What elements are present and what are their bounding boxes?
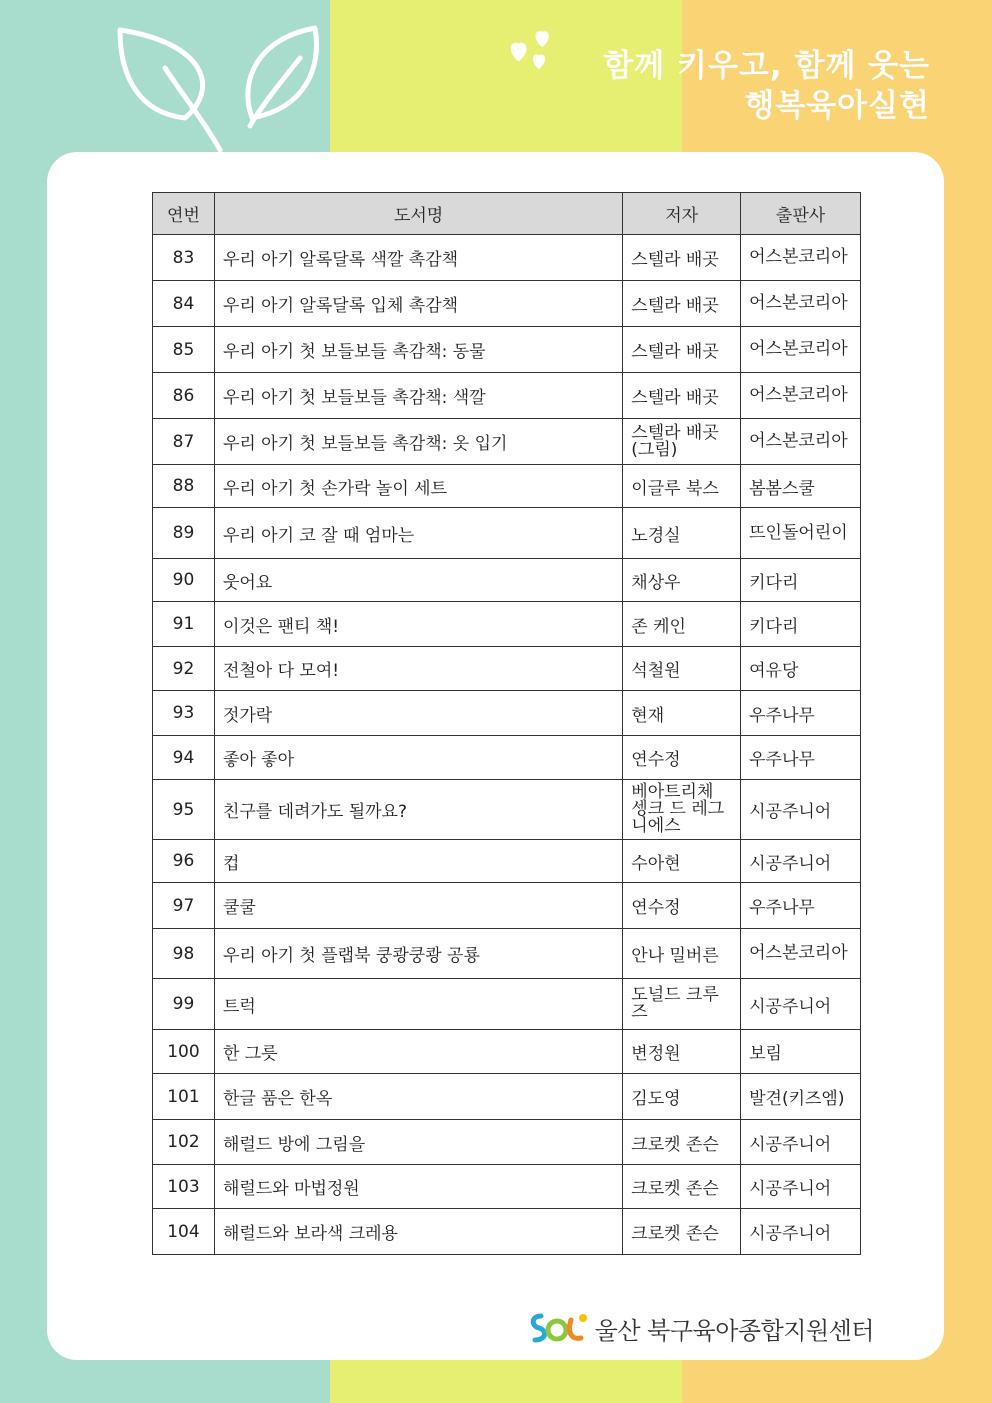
cell-no: 88 bbox=[153, 465, 215, 508]
cell-title: 좋아 좋아 bbox=[214, 736, 622, 780]
cell-author: 이글루 북스 bbox=[623, 465, 741, 508]
table-row bbox=[153, 780, 861, 840]
cell-title: 우리 아기 첫 플랩북 쿵쾅쿵쾅 공룡 bbox=[214, 929, 622, 979]
cell-no: 100 bbox=[153, 1030, 215, 1074]
cell-author: 크로켓 존슨 bbox=[623, 1165, 741, 1209]
cell-no: 103 bbox=[153, 1165, 215, 1209]
cell-title: 젓가락 bbox=[214, 691, 622, 736]
table-row bbox=[153, 883, 861, 929]
cell-no: 89 bbox=[153, 508, 215, 559]
cell-no: 99 bbox=[153, 979, 215, 1030]
cell-author: 노경실 bbox=[623, 508, 741, 559]
cell-title: 해럴드와 마법정원 bbox=[214, 1165, 622, 1209]
table-row bbox=[153, 373, 861, 419]
cell-title: 친구를 데려가도 될까요? bbox=[214, 780, 622, 840]
cell-no: 84 bbox=[153, 281, 215, 327]
hearts-icon bbox=[505, 25, 575, 75]
cell-no: 98 bbox=[153, 929, 215, 979]
table-row bbox=[153, 508, 861, 559]
cell-publisher: 발견(키즈엠) bbox=[741, 1074, 861, 1120]
org-name: 울산 북구육아종합지원센터 bbox=[594, 1316, 874, 1345]
cell-publisher: 여유당 bbox=[741, 647, 861, 691]
cell-title: 우리 아기 첫 손가락 놀이 세트 bbox=[214, 465, 622, 508]
cell-no: 104 bbox=[153, 1209, 215, 1255]
cell-author: 변정원 bbox=[623, 1030, 741, 1074]
cell-title: 우리 아기 첫 보들보들 촉감책: 색깔 bbox=[214, 373, 622, 419]
cell-publisher: 봄봄스쿨 bbox=[741, 465, 861, 508]
table-row bbox=[153, 465, 861, 508]
cell-publisher: 시공주니어 bbox=[741, 979, 861, 1030]
cell-no: 95 bbox=[153, 780, 215, 840]
cell-author: 현재 bbox=[623, 691, 741, 736]
slogan-line-1: 함께 키우고, 함께 웃는 bbox=[603, 48, 930, 84]
cell-publisher: 키다리 bbox=[741, 602, 861, 647]
cell-publisher: 시공주니어 bbox=[741, 780, 861, 840]
center-logo-icon bbox=[527, 1308, 589, 1348]
cell-author: 석철원 bbox=[623, 647, 741, 691]
cell-no: 97 bbox=[153, 883, 215, 929]
cell-author: 연수정 bbox=[623, 883, 741, 929]
cell-author: 스텔라 배곳 bbox=[623, 281, 741, 327]
book-list-table bbox=[152, 192, 861, 1255]
cell-publisher: 우주나무 bbox=[741, 736, 861, 780]
cell-author: 스텔라 배곳 bbox=[623, 235, 741, 281]
cell-publisher: 뜨인돌어린이 bbox=[741, 508, 861, 559]
cell-publisher: 우주나무 bbox=[741, 883, 861, 929]
cell-no: 86 bbox=[153, 373, 215, 419]
table-row bbox=[153, 1165, 861, 1209]
table-row bbox=[153, 929, 861, 979]
cell-no: 90 bbox=[153, 559, 215, 602]
cell-publisher: 시공주니어 bbox=[741, 1209, 861, 1255]
cell-author: 존 케인 bbox=[623, 602, 741, 647]
table-row bbox=[153, 840, 861, 883]
cell-title: 트럭 bbox=[214, 979, 622, 1030]
footer-logo bbox=[527, 1308, 874, 1348]
cell-title: 우리 아기 알록달록 색깔 촉감책 bbox=[214, 235, 622, 281]
table-row bbox=[153, 602, 861, 647]
table-row bbox=[153, 1209, 861, 1255]
cell-no: 94 bbox=[153, 736, 215, 780]
cell-no: 85 bbox=[153, 327, 215, 373]
table-row bbox=[153, 235, 861, 281]
header-no: 연번 bbox=[153, 193, 215, 235]
leaves-icon bbox=[110, 18, 340, 158]
table-row bbox=[153, 736, 861, 780]
cell-no: 93 bbox=[153, 691, 215, 736]
cell-title: 한 그릇 bbox=[214, 1030, 622, 1074]
cell-author: 김도영 bbox=[623, 1074, 741, 1120]
header-title: 도서명 bbox=[214, 193, 622, 235]
cell-title: 이것은 팬티 책! bbox=[214, 602, 622, 647]
cell-title: 해럴드 방에 그림을 bbox=[214, 1120, 622, 1165]
table-row bbox=[153, 281, 861, 327]
cell-no: 96 bbox=[153, 840, 215, 883]
table-row bbox=[153, 1120, 861, 1165]
cell-author: 수아현 bbox=[623, 840, 741, 883]
cell-title: 해럴드와 보라색 크레용 bbox=[214, 1209, 622, 1255]
slogan-line-2: 행복육아실현 bbox=[744, 88, 930, 124]
cell-no: 87 bbox=[153, 419, 215, 465]
cell-publisher: 시공주니어 bbox=[741, 840, 861, 883]
table-row bbox=[153, 1030, 861, 1074]
cell-publisher: 보림 bbox=[741, 1030, 861, 1074]
cell-title: 우리 아기 코 잘 때 엄마는 bbox=[214, 508, 622, 559]
header-publisher: 출판사 bbox=[741, 193, 861, 235]
cell-publisher: 우주나무 bbox=[741, 691, 861, 736]
cell-publisher: 어스본코리아 bbox=[741, 373, 861, 419]
cell-no: 91 bbox=[153, 602, 215, 647]
cell-no: 101 bbox=[153, 1074, 215, 1120]
table-header-row bbox=[153, 193, 861, 235]
cell-no: 102 bbox=[153, 1120, 215, 1165]
cell-publisher: 어스본코리아 bbox=[741, 327, 861, 373]
cell-title: 컵 bbox=[214, 840, 622, 883]
slogan bbox=[603, 46, 930, 126]
content-card bbox=[47, 152, 944, 1360]
cell-title: 한글 품은 한옥 bbox=[214, 1074, 622, 1120]
table-row bbox=[153, 419, 861, 465]
table-row bbox=[153, 559, 861, 602]
cell-publisher: 어스본코리아 bbox=[741, 929, 861, 979]
cell-author: 크로켓 존슨 bbox=[623, 1120, 741, 1165]
cell-publisher: 어스본코리아 bbox=[741, 419, 861, 465]
cell-publisher: 키다리 bbox=[741, 559, 861, 602]
cell-author: 스텔라 배곳 bbox=[623, 373, 741, 419]
cell-author: 도널드 크루즈 bbox=[623, 979, 741, 1030]
table-row bbox=[153, 327, 861, 373]
cell-title: 쿨쿨 bbox=[214, 883, 622, 929]
table-row bbox=[153, 979, 861, 1030]
cell-publisher: 어스본코리아 bbox=[741, 235, 861, 281]
cell-publisher: 시공주니어 bbox=[741, 1165, 861, 1209]
table-row bbox=[153, 647, 861, 691]
table-row bbox=[153, 1074, 861, 1120]
cell-title: 우리 아기 알록달록 입체 촉감책 bbox=[214, 281, 622, 327]
cell-author: 채상우 bbox=[623, 559, 741, 602]
cell-title: 우리 아기 첫 보들보들 촉감책: 옷 입기 bbox=[214, 419, 622, 465]
cell-author: 스텔라 배곳 (그림) bbox=[623, 419, 741, 465]
cell-author: 안나 밀버른 bbox=[623, 929, 741, 979]
cell-no: 92 bbox=[153, 647, 215, 691]
cell-author: 스텔라 배곳 bbox=[623, 327, 741, 373]
cell-title: 우리 아기 첫 보들보들 촉감책: 동물 bbox=[214, 327, 622, 373]
cell-no: 83 bbox=[153, 235, 215, 281]
header-author: 저자 bbox=[623, 193, 741, 235]
cell-title: 전철아 다 모여! bbox=[214, 647, 622, 691]
table-row bbox=[153, 691, 861, 736]
cell-publisher: 시공주니어 bbox=[741, 1120, 861, 1165]
cell-author: 연수정 bbox=[623, 736, 741, 780]
cell-author: 베아트리체 셍크 드 레그니에스 bbox=[623, 780, 741, 840]
cell-publisher: 어스본코리아 bbox=[741, 281, 861, 327]
cell-author: 크로켓 존슨 bbox=[623, 1209, 741, 1255]
cell-title: 웃어요 bbox=[214, 559, 622, 602]
